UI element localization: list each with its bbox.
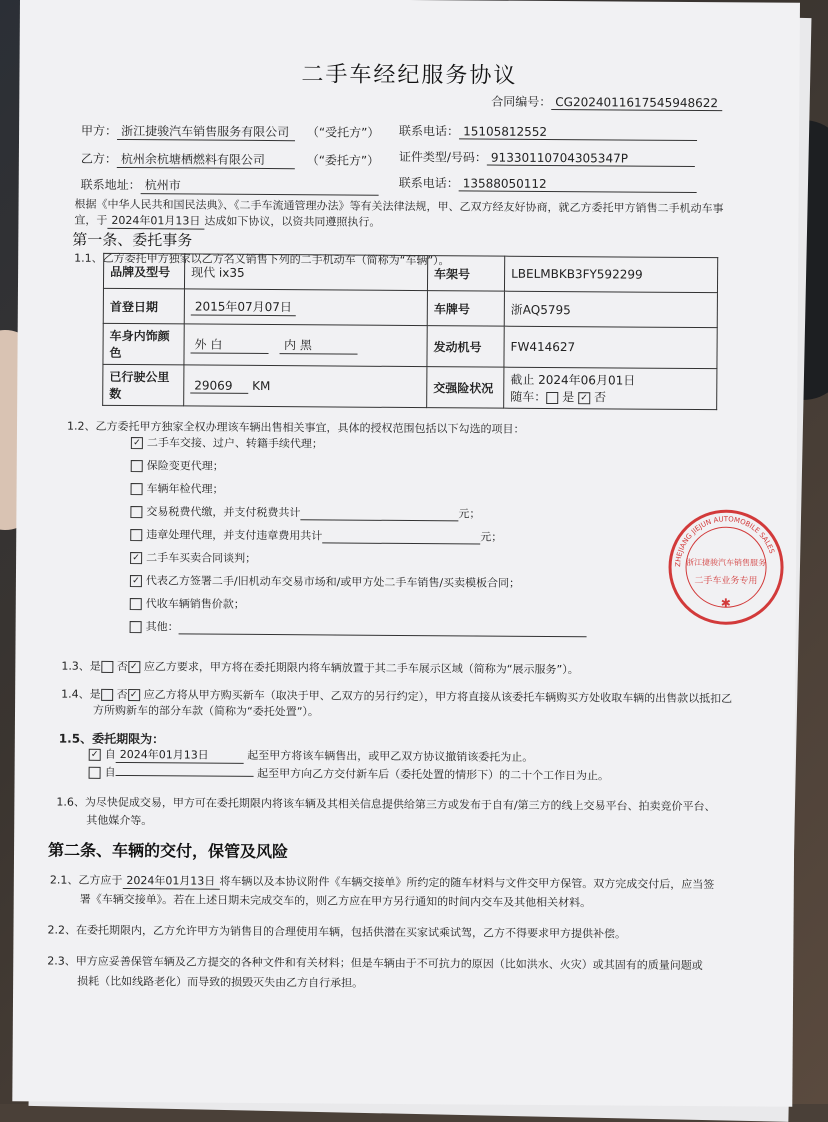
option-checkbox[interactable]	[130, 506, 142, 518]
option-checkbox[interactable]	[130, 621, 142, 633]
clause-1-4-cont: 方所购新车的部分车款（简称为“委托处置”）。	[92, 703, 319, 719]
section-2-title: 第二条、车辆的交付，保管及风险	[47, 840, 289, 862]
clause-1-2: 1.2、乙方委托甲方独家全权办理该车辆出售相关事宜，具体的授权范围包括以下勾选的项目：	[66, 419, 525, 436]
authorization-option: ✓ 二手车买卖合同谈判；	[130, 549, 256, 566]
clause-1-5-line2: 自 起至甲方向乙方交付新车后（委托处置的情形下）的二十个工作日为止。	[89, 764, 610, 784]
company-seal	[666, 507, 787, 628]
svg-text:二手车业务专用: 二手车业务专用	[694, 576, 758, 587]
option-checkbox[interactable]	[130, 598, 142, 610]
option-checkbox[interactable]: ✓	[130, 552, 142, 564]
preamble-line2: 宜，于 2024年01月13日 达成如下协议，以资共同遵照执行。	[74, 213, 381, 229]
clause-1-6-cont: 其他媒介等。	[86, 813, 153, 828]
authorization-option: 代收车辆销售价款；	[130, 595, 245, 612]
party-b-id: 证件类型/号码： 91330110704305347P	[399, 148, 695, 167]
authorization-option: ✓ 代表乙方签署二手/旧机动车交易市场和/或甲方处二手车销售/买卖模板合同；	[130, 572, 520, 591]
section-1-title: 第一条、委托事务	[72, 230, 193, 250]
contract-page	[12, 0, 800, 1107]
option-checkbox[interactable]: ✓	[131, 437, 143, 449]
party-a: 甲方： 浙江捷骏汽车销售服务有限公司 （“受托方”）	[81, 123, 380, 140]
clause-2-3: 2.3、甲方应妥善保管车辆及乙方提交的各种文件和有关材料；但是车辆由于不可抗力的原因（比如洪水、火灾）或其固有的质量问题或	[47, 954, 703, 973]
svg-text:✱: ✱	[720, 596, 731, 611]
address: 联系地址： 杭州市	[81, 176, 379, 196]
authorization-option: ✓ 二手车交接、过户、转籍手续代理；	[131, 434, 323, 451]
vehicle-table: 品牌及型号 现代 ix35 车架号 LBELMBKB3FY592299 首登日期 2015年07月07日 车牌号 浙AQ5795 车身内饰颜色 外 白 内 黑 发动机号 FW414627 已行驶公里数 29069 KM 交强险状况 截止 2024年06月01日 随车： 是 ✓ 否	[102, 253, 718, 410]
clause-1-1: 1.1、乙方委托甲方独家以乙方名义销售下列的二手机动车（简称为“车辆”）。	[74, 251, 450, 268]
clause-1-6: 1.6、为尽快促成交易，甲方可在委托期限内将该车辆及其相关信息提供给第三方或发布于自有/第三方的线上交易平台、拍卖竞价平台、	[56, 795, 716, 814]
option-checkbox[interactable]: ✓	[130, 575, 142, 587]
authorization-option: 违章处理代理，并支付违章费用共计 元；	[130, 526, 502, 545]
clause-1-4: 1.4、是 否 ✓ 应乙方将从甲方购买新车（取决于甲、乙双方的另行约定），甲方将直接从该委托车辆购买方处收取车辆的出售款以抵扣乙	[61, 687, 733, 706]
option-checkbox[interactable]	[131, 483, 143, 495]
clause-2-1-cont: 署《车辆交接单》。若在上述日期未完成交车的，则乙方应在甲方另行通知的时间内交车及其他相关材料。	[79, 892, 592, 910]
authorization-option: 其他：	[130, 618, 587, 637]
option-checkbox[interactable]	[130, 529, 142, 541]
authorization-option: 交易税费代缴，并支付税费共计 元；	[130, 503, 480, 521]
clause-2-2: 2.2、在委托期限内，乙方允许甲方为销售目的合理使用车辆，包括供潜在买家试乘试驾，乙方不得要求甲方提供补偿。	[47, 923, 627, 941]
party-a-phone: 联系电话： 15105812552	[399, 122, 697, 141]
clause-2-1: 2.1、乙方应于 2024年01月13日 将车辆以及本协议附件《车辆交接单》所约定的随车材料与文件交甲方保管。双方完成交付后，应当签	[49, 873, 715, 892]
address-phone: 联系电话： 13588050112	[399, 174, 697, 193]
svg-text:浙江捷骏汽车销售服务: 浙江捷骏汽车销售服务	[686, 557, 767, 568]
contract-no-value: CG20240116175459486​22	[551, 95, 722, 111]
clause-1-5: 1.5、委托期限为：	[58, 731, 165, 747]
contract-no: 合同编号： CG20240116175459486​22	[491, 93, 722, 112]
authorization-option: 保险变更代理；	[131, 457, 224, 474]
svg-text:ZHEJIANG JIEJUN AUTOMOBILE SAL: ZHEJIANG JIEJUN AUTOMOBILE SALES	[673, 515, 776, 568]
authorization-option: 车辆年检代理；	[131, 480, 224, 497]
preamble-line1: 根据《中华人民共和国民法典》、《二手车流通管理办法》等有关法律法规，甲、乙双方经友好协商，就乙方委托甲方销售二手机动车事	[74, 197, 724, 216]
option-checkbox[interactable]	[131, 460, 143, 472]
party-b: 乙方： 杭州余杭塘栖燃料有限公司 （“委托方”）	[80, 151, 380, 168]
doc-title: 二手车经纪服务协议	[301, 62, 518, 89]
clause-2-3-cont: 损耗（比如线路老化）而导致的损毁灭失由乙方自行承担。	[77, 974, 364, 990]
clause-1-5-line1: ✓ 自 2024年01月13日 起至甲方将该车辆售出，或甲乙双方协议撤销该委托为止。	[89, 746, 534, 766]
clause-1-3: 1.3、是 否 ✓ 应乙方要求，甲方将在委托期限内将车辆放置于其二手车展示区域（简称为“展示服务”）。	[61, 659, 579, 677]
